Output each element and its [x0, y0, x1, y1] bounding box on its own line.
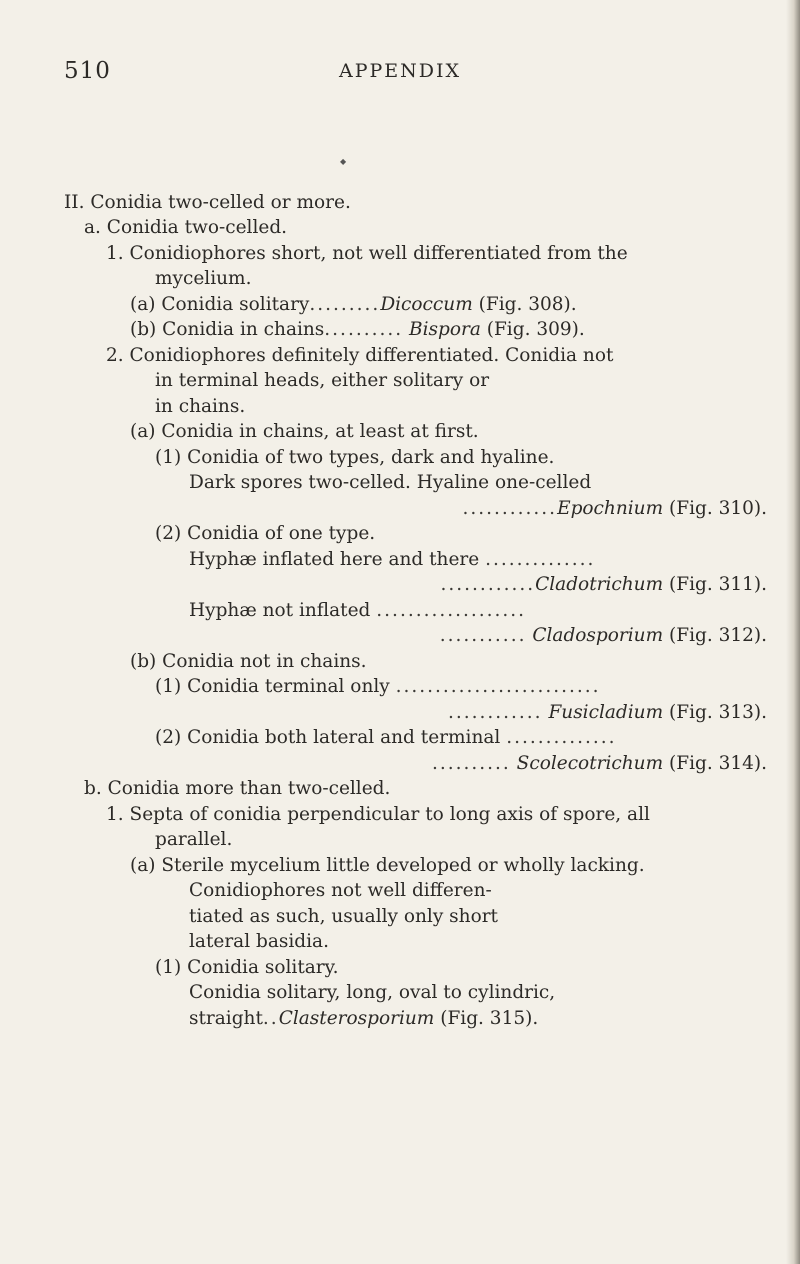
- figure-ref: (Fig. 315).: [440, 1008, 539, 1029]
- dot-leader: ...........: [439, 625, 527, 646]
- genus-name: Fusicladium: [548, 702, 664, 723]
- key-line: Conidiophores not well differen-: [189, 880, 492, 901]
- key-line: in chains.: [155, 396, 246, 417]
- key-line: [441, 576, 767, 595]
- dot-leader: ............: [447, 702, 543, 723]
- key-line: 2. Conidiophores definitely differentiated. Conidia not: [106, 345, 614, 366]
- page-header: [0, 58, 800, 88]
- dot-leader: .........: [309, 294, 381, 315]
- key-line: [448, 704, 767, 723]
- key-line: b. Conidia more than two-celled.: [84, 778, 391, 799]
- figure-ref: (Fig. 313).: [669, 702, 767, 723]
- page-number: 510: [64, 58, 111, 84]
- key-text: Hyphæ not inflated: [189, 600, 371, 621]
- key-line: [462, 500, 767, 519]
- key-label: (a) Conidia solitary: [130, 294, 310, 315]
- figure-ref: (Fig. 309).: [486, 319, 585, 340]
- dot-leader: ..........: [324, 319, 404, 340]
- key-line: [155, 729, 617, 748]
- key-line: [189, 551, 595, 570]
- genus-name: Scolecotrichum: [516, 753, 664, 774]
- key-text: Hyphæ inflated here and there: [189, 549, 480, 570]
- key-line: Conidia solitary, long, oval to cylindric,: [189, 982, 556, 1003]
- running-head: APPENDIX: [338, 60, 462, 82]
- genus-name: Dicoccum: [380, 294, 473, 315]
- key-line: in terminal heads, either solitary or: [155, 370, 490, 391]
- key-line: 1. Conidiophores short, not well differentiated from the: [106, 243, 628, 264]
- key-line: II. Conidia two-celled or more.: [64, 192, 351, 213]
- key-line: [189, 1010, 538, 1029]
- key-line: (1) Conidia of two types, dark and hyaline.: [155, 447, 555, 468]
- key-line: (a) Sterile mycelium little developed or wholly lacking.: [130, 855, 645, 876]
- genus-name: Clasterosporium: [278, 1008, 435, 1029]
- key-text: (2) Conidia both lateral and terminal: [155, 727, 501, 748]
- dot-leader: ..........................: [395, 676, 601, 697]
- key-line: 1. Septa of conidia perpendicular to long axis of spore, all: [106, 804, 650, 825]
- page-edge-shadow: [786, 0, 800, 1264]
- dot-leader: ..............: [506, 727, 617, 748]
- genus-name: Cladotrichum: [535, 574, 664, 595]
- figure-ref: (Fig. 314).: [669, 753, 767, 774]
- key-line: (2) Conidia of one type.: [155, 523, 376, 544]
- key-text: (1) Conidia terminal only: [155, 676, 390, 697]
- dot-leader: ..............: [485, 549, 596, 570]
- key-label: (b) Conidia in chains: [130, 319, 325, 340]
- key-line: (a) Conidia in chains, at least at first.: [130, 421, 479, 442]
- key-line: tiated as such, usually only short: [189, 906, 498, 927]
- figure-ref: (Fig. 312).: [669, 625, 767, 646]
- genus-name: Cladosporium: [532, 625, 664, 646]
- bullet-mark: ◆: [340, 157, 347, 166]
- dot-leader: ..: [262, 1008, 279, 1029]
- key-line: lateral basidia.: [189, 931, 329, 952]
- key-text: straight: [189, 1008, 263, 1029]
- key-line: [155, 678, 601, 697]
- genus-name: Epochnium: [557, 498, 664, 519]
- key-line: (1) Conidia solitary.: [155, 957, 339, 978]
- key-line: Dark spores two-celled. Hyaline one-celled: [189, 472, 592, 493]
- key-line: mycelium.: [155, 268, 252, 289]
- key-line: [432, 755, 767, 774]
- genus-name: Bispora: [409, 319, 481, 340]
- figure-ref: (Fig. 310).: [669, 498, 767, 519]
- dot-leader: ............: [440, 574, 536, 595]
- key-line: parallel.: [155, 829, 233, 850]
- figure-ref: (Fig. 308).: [478, 294, 577, 315]
- dot-leader: ..........: [431, 753, 511, 774]
- figure-ref: (Fig. 311).: [669, 574, 767, 595]
- key-line: [440, 627, 767, 646]
- dot-leader: ...................: [376, 600, 527, 621]
- key-line: a. Conidia two-celled.: [84, 217, 288, 238]
- key-line: [130, 321, 585, 340]
- key-line: [130, 296, 577, 315]
- key-line: [189, 602, 526, 621]
- key-line: (b) Conidia not in chains.: [130, 651, 367, 672]
- dot-leader: ............: [462, 498, 558, 519]
